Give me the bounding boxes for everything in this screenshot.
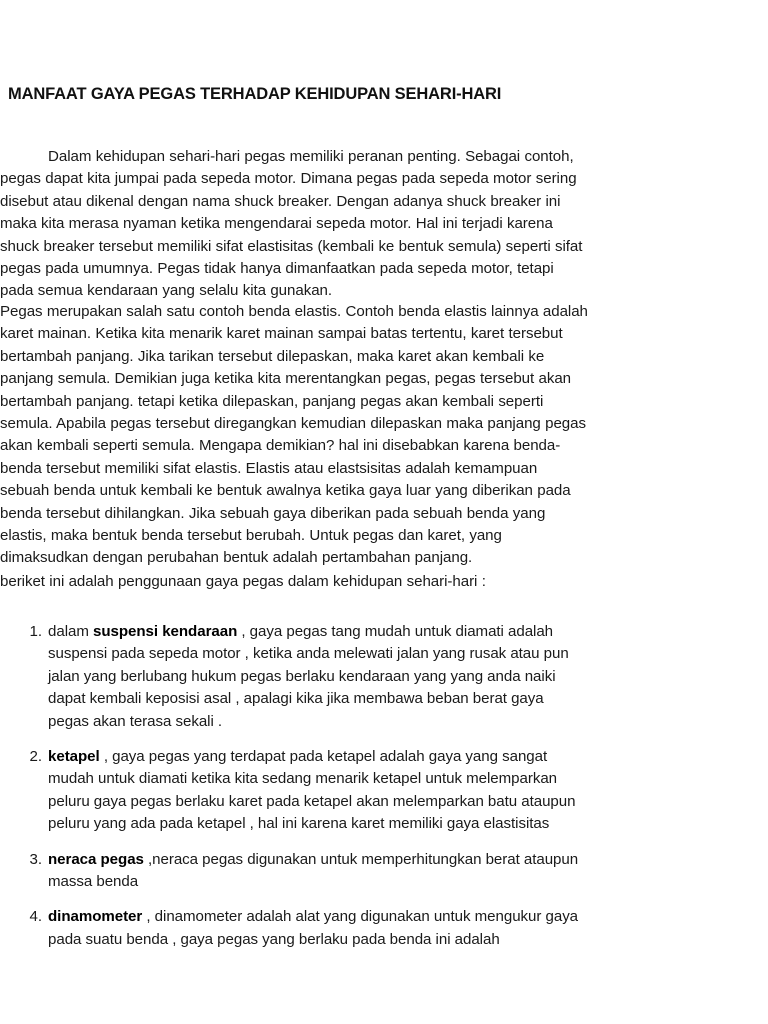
page-title: MANFAAT GAYA PEGAS TERHADAP KEHIDUPAN SEHARI-HARI — [8, 85, 502, 103]
list-item-marker: 4. — [29, 908, 42, 926]
list-item-term: dinamometer — [48, 908, 143, 926]
list-item-term: neraca pegas — [48, 850, 144, 868]
list-item-lead: dalam — [48, 623, 94, 640]
list-item-text — [48, 906, 588, 951]
list-item — [0, 906, 588, 951]
list-item-text — [48, 621, 588, 733]
spring-force-uses-list — [0, 621, 588, 951]
list-item-marker: 3. — [29, 850, 42, 868]
list-item-term: suspensi kendaraan — [93, 623, 238, 640]
paragraph-intro: Dalam kehidupan sehari-hari pegas memiliki peranan penting. Sebagai contoh, pegas dapat kita jumpai pada sepeda motor. Dimana pegas pada sepeda motor sering disebut atau dikenal dengan nama shuck breaker. Dengan adanya shuck breaker ini maka kita merasa nyaman ketika mengendarai sepeda motor. Hal ini terjadi karena shuck breaker tersebut memiliki sifat elastisitas (kembali ke bentuk semula) seperti sifat pegas pada umumnya. Pegas tidak hanya dimanfaatkan pada sepeda motor, tetapi pada semua kendaraan yang selalu kita gunakan. — [0, 148, 583, 300]
paragraph-elasticity: Pegas merupakan salah satu contoh benda elastis. Contoh benda elastis lainnya adalah karet mainan. Ketika kita menarik karet mainan sampai batas tertentu, karet tersebut bertambah panjang. Jika tarikan tersebut dilepaskan, maka karet akan kembali ke panjang semula. Demikian juga ketika kita merentangkan pegas, pegas tersebut akan bertambah panjang. tetapi ketika dilepaskan, panjang pegas akan kembali seperti semula. Apabila pegas tersebut diregangkan kemudian dilepaskan maka panjang pegas akan kembali seperti semula. Mengapa demikian? hal ini disebabkan karena benda-benda tersebut memiliki sifat elastis. Elastis atau elastsisitas adalah kemampuan sebuah benda untuk kembali ke bentuk awalnya ketika gaya luar yang diberikan pada benda tersebut dihilangkan. Jika sebuah gaya diberikan pada sebuah benda yang elastis, maka bentuk benda tersebut berubah. Untuk pegas dan karet, yang dimaksudkan dengan perubahan bentuk adalah pertambahan panjang. — [0, 303, 588, 567]
paragraph-list-intro: beriket ini adalah penggunaan gaya pegas dalam kehidupan sehari-hari : — [0, 573, 486, 590]
list-item-body: , dinamometer adalah alat yang digunakan untuk mengukur gaya pada suatu benda , gaya pegas yang berlaku pada benda ini adalah — [48, 908, 579, 948]
list-item — [0, 621, 588, 733]
list-item — [0, 746, 588, 836]
list-item-body: , gaya pegas yang terdapat pada ketapel adalah gaya yang sangat mudah untuk diamati ketika kita sedang menarik ketapel untuk melemparkan peluru gaya pegas berlaku karet pada ketapel akan melemparkan batu ataupun peluru yang ada pada ketapel , hal ini karena karet memiliki gaya elastisitas — [48, 748, 576, 833]
list-item-text — [48, 849, 588, 894]
list-item-marker: 2. — [29, 748, 42, 766]
list-item — [0, 849, 588, 894]
list-item-body: , gaya pegas tang mudah untuk diamati adalah suspensi pada sepeda motor , ketika anda melewati jalan yang rusak atau pun jalan yang berlubang hukum pegas berlaku kendaraan yang yang anda naiki dapat kembali keposisi asal , apalagi kika jika membawa beban berat gaya pegas akan terasa sekali . — [48, 623, 569, 730]
list-item-body: ,neraca pegas digunakan untuk memperhitungkan berat ataupun massa benda — [48, 850, 579, 891]
list-item-term: ketapel — [48, 748, 100, 766]
list-item-text — [48, 746, 588, 836]
list-item-marker: 1. — [29, 623, 42, 640]
